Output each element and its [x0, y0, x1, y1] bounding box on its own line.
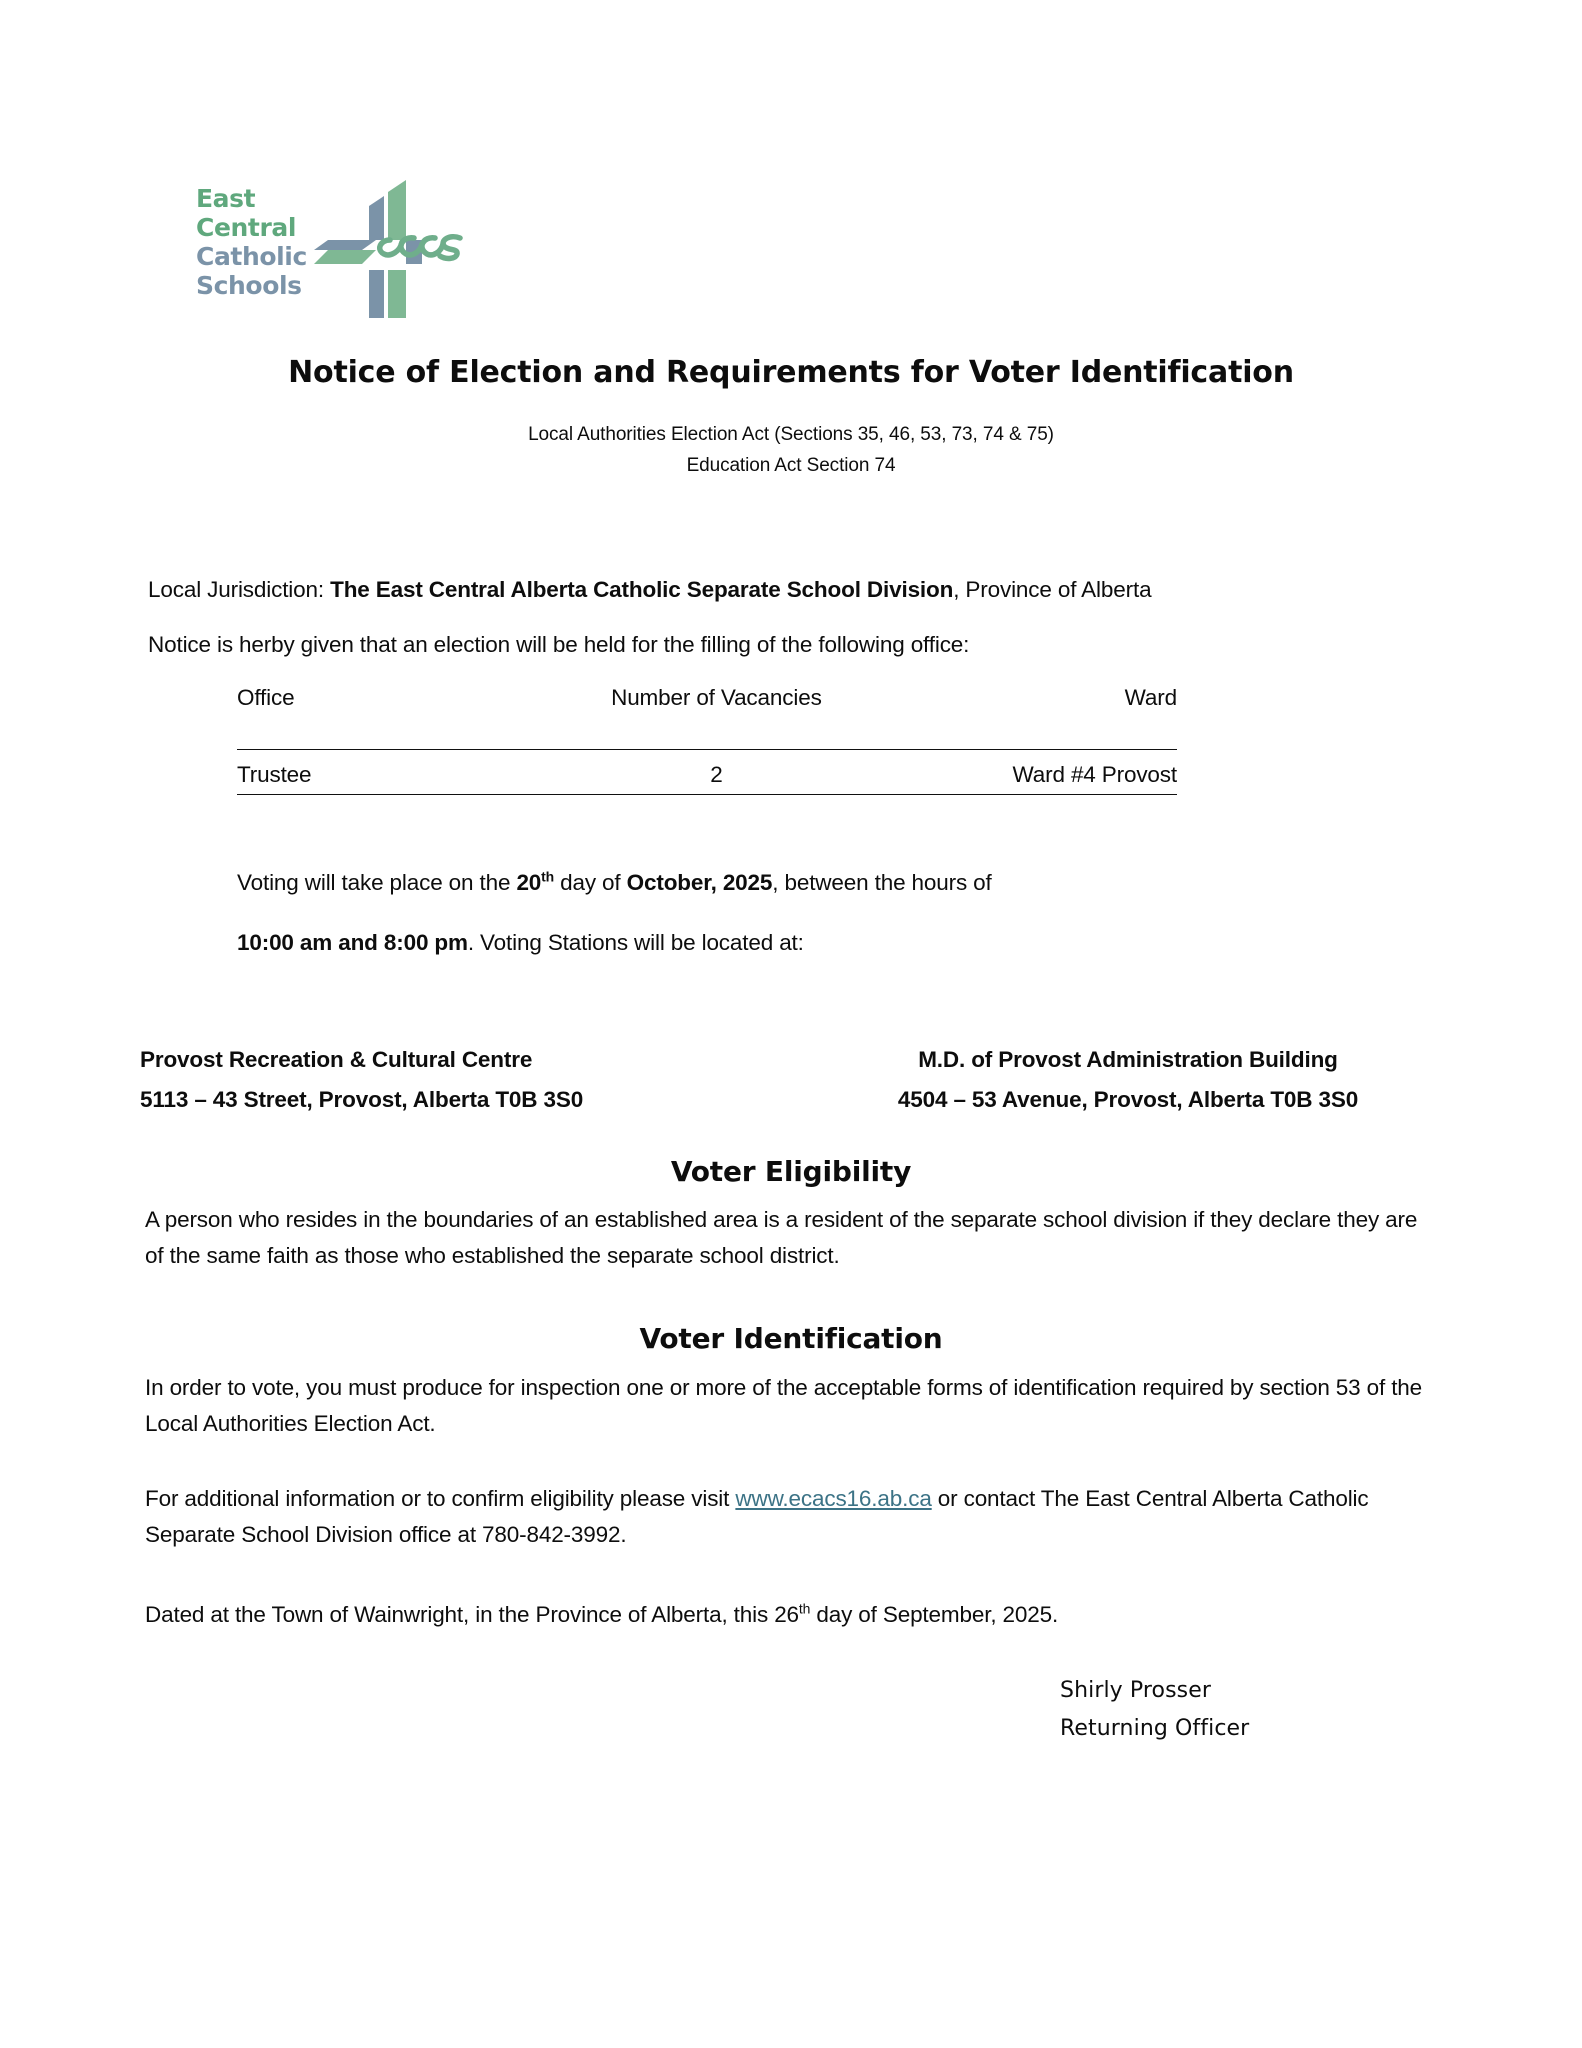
subtitle-education-act: Education Act Section 74 — [686, 455, 896, 476]
dated-day-ordinal: th — [798, 1600, 811, 1617]
jurisdiction-name: The East Central Alberta Catholic Separate School Division — [330, 577, 954, 602]
info-pre-text: For additional information or to confirm eligibility please visit — [145, 1486, 736, 1511]
voting-day-ordinal: th — [541, 868, 555, 885]
table-row — [237, 750, 1177, 795]
logo-line-schools: Schools — [196, 271, 302, 300]
signatory-role: Returning Officer — [1060, 1716, 1250, 1741]
table-header-row — [237, 685, 1177, 750]
voting-mid-text: day of — [554, 870, 627, 895]
dated-line — [145, 1597, 1435, 1633]
dated-day: 26 — [774, 1602, 799, 1627]
voting-pre-text: Voting will take place on the — [237, 870, 517, 895]
logo-line-catholic: Catholic — [196, 242, 307, 271]
voting-stations-text: . Voting Stations will be located at: — [467, 930, 804, 955]
voter-eligibility-body: A person who resides in the boundaries of an established area is a resident of the separate school division if they declare they are of the same faith as those who established the separate school district. — [145, 1207, 1418, 1268]
additional-information-paragraph — [145, 1481, 1435, 1553]
cell-ward: Ward #4 Provost — [1012, 762, 1177, 787]
voter-identification-body: In order to vote, you must produce for inspection one or more of the acceptable forms of identification required by section 53 of the Local Authorities Election Act. — [145, 1375, 1423, 1436]
signature-block — [1060, 1672, 1400, 1748]
voting-date-line — [237, 868, 1437, 898]
cross-logo-icon — [314, 178, 464, 318]
column-header-vacancies: Number of Vacancies — [611, 685, 822, 710]
voting-stations-list — [140, 1040, 1440, 1120]
cell-vacancies: 2 — [710, 762, 723, 787]
section-heading-voter-eligibility: Voter Eligibility — [670, 1155, 912, 1188]
station-name-row — [140, 1040, 1440, 1080]
vacancies-table — [237, 685, 1177, 795]
station-2-address: 4504 – 53 Avenue, Provost, Alberta T0B 3S0 — [897, 1087, 1359, 1112]
page-title: Notice of Election and Requirements for Voter Identification — [288, 355, 1294, 390]
website-link[interactable]: www.ecacs16.ab.ca — [735, 1486, 932, 1511]
signatory-name: Shirly Prosser — [1060, 1678, 1211, 1703]
local-jurisdiction-line — [148, 575, 1468, 605]
dated-post-text: day of September, 2025. — [810, 1602, 1059, 1627]
cell-office: Trustee — [237, 762, 312, 787]
voting-hours: 10:00 am and 8:00 pm — [237, 930, 468, 955]
column-header-ward: Ward — [1124, 685, 1177, 710]
school-division-logo — [196, 178, 466, 318]
section-heading-voter-identification: Voter Identification — [639, 1322, 943, 1355]
info-post-text: or contact The East Central Alberta Catholic Separate School Division office at 780-842-3992. — [145, 1486, 1369, 1547]
subtitle-act-reference: Local Authorities Election Act (Sections 35, 46, 53, 73, 74 & 75) — [528, 424, 1054, 445]
station-1-name: Provost Recreation & Cultural Centre — [140, 1047, 533, 1072]
voting-hours-line — [237, 928, 1437, 958]
station-1-address: 5113 – 43 Street, Provost, Alberta T0B 3S0 — [140, 1087, 584, 1112]
dated-pre-text: Dated at the Town of Wainwright, in the Province of Alberta, this — [145, 1602, 775, 1627]
station-address-row — [140, 1080, 1440, 1120]
jurisdiction-label: Local Jurisdiction: — [148, 577, 331, 602]
logo-line-central: Central — [196, 213, 297, 242]
notice-statement: Notice is herby given that an election will be held for the filling of the following office: — [148, 632, 970, 657]
jurisdiction-suffix: , Province of Alberta — [953, 577, 1152, 602]
station-2-name: M.D. of Provost Administration Building — [918, 1047, 1338, 1072]
column-header-office: Office — [237, 685, 295, 710]
logo-line-east: East — [196, 184, 256, 213]
voting-day: 20 — [516, 870, 542, 895]
voting-month-year: October, 2025 — [626, 870, 773, 895]
voting-post-text: , between the hours of — [772, 870, 992, 895]
